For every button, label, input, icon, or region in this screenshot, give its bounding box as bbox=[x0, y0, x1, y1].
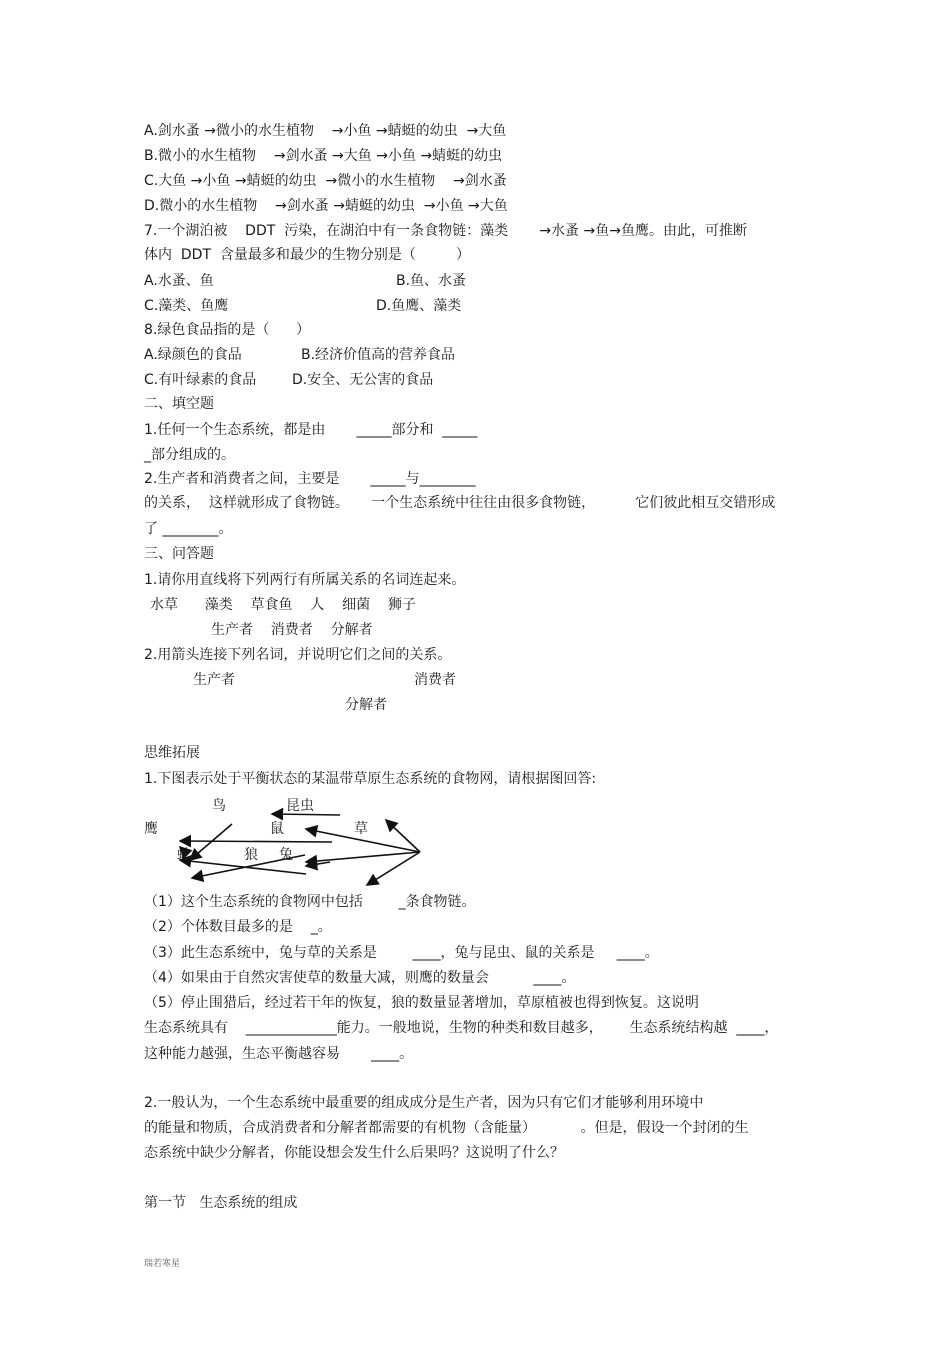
arrow-grass-to-rabbit bbox=[306, 852, 420, 862]
fill-q1-line1: 1.任何一个生态系统，都是由 _____部分和 _____ bbox=[144, 422, 478, 438]
section-fill-blank-title: 二、填空题 bbox=[144, 396, 214, 412]
extension-sub5-line3: 这种能力越强，生态平衡越容易 ____。 bbox=[144, 1046, 414, 1062]
food-web-bird: 鸟 bbox=[212, 798, 226, 814]
extension-sub3: （3）此生态系统中，兔与草的关系是 ____，兔与昆虫、鼠的关系是 ____。 bbox=[144, 945, 659, 961]
food-web-eagle: 鹰 bbox=[144, 821, 158, 837]
option-b-q7: B.鱼、水蚤 bbox=[396, 273, 467, 289]
arrow-grass-to-insect bbox=[386, 820, 420, 852]
food-web-grass: 草 bbox=[354, 821, 368, 837]
option-d-q8: D.安全、无公害的食品 bbox=[292, 372, 434, 388]
fill-q2-line1: 2.生产者和消费者之间，主要是 _____与________ bbox=[144, 471, 476, 487]
qa-q2-decomposer: 分解者 bbox=[345, 697, 387, 713]
qa-q2: 2.用箭头连接下列名词，并说明它们之间的关系。 bbox=[144, 647, 452, 663]
option-a-q7: A.水蚤、鱼 bbox=[144, 273, 214, 289]
extension-q2-line2: 的能量和物质，合成消费者和分解者都需要的有机物（含能量） 。但是，假设一个封闭的生 bbox=[144, 1120, 749, 1136]
qa-q1: 1.请你用直线将下列两行有所属关系的名词连起来。 bbox=[144, 572, 466, 588]
fill-q1-line2: _部分组成的。 bbox=[144, 447, 235, 463]
fill-q2-line3: 了 ________。 bbox=[144, 521, 233, 537]
option-c-q6: C.大鱼 →小鱼 →蜻蜓的幼虫 →微小的水生植物 →剑水蚤 bbox=[144, 173, 507, 189]
option-d-q7: D.鱼鹰、藻类 bbox=[376, 298, 462, 314]
option-b-q8: B.经济价值高的营养食品 bbox=[301, 347, 456, 363]
extension-title: 思维拓展 bbox=[144, 745, 200, 761]
option-b-q6: B.微小的水生植物 →剑水蚤 →大鱼 →小鱼 →蜻蜓的幼虫 bbox=[144, 148, 503, 164]
extension-sub2: （2）个体数目最多的是 _。 bbox=[144, 919, 332, 935]
option-c-q8: C.有叶绿素的食品 bbox=[144, 372, 257, 388]
footer-text: 瑞若寒星 bbox=[144, 1259, 181, 1269]
food-web-snake: 蛇 bbox=[177, 847, 191, 863]
section-qa-title: 三、问答题 bbox=[144, 546, 214, 562]
question-7-line2: 体内 DDT 含量最多和最少的生物分别是（ ） bbox=[144, 247, 470, 263]
option-a-q8: A.绿颜色的食品 bbox=[144, 347, 242, 363]
food-web-insect: 昆虫 bbox=[286, 798, 314, 814]
extension-sub1: （1）这个生态系统的食物网中包括 _条食物链。 bbox=[144, 894, 476, 910]
qa-q2-consumer: 消费者 bbox=[414, 672, 456, 688]
food-web-rabbit: 兔 bbox=[279, 847, 293, 863]
extension-sub5-line1: （5）停止围猎后，经过若干年的恢复，狼的数量显著增加，草原植被也得到恢复。这说明 bbox=[144, 995, 699, 1011]
extension-q1: 1.下图表示处于平衡状态的某温带草原生态系统的食物网，请根据图回答: bbox=[144, 771, 597, 787]
extension-q2-line3: 态系统中缺少分解者，你能设想会发生什么后果吗？这说明了什么？ bbox=[144, 1145, 564, 1161]
question-8-stem: 8.绿色食品指的是（ ） bbox=[144, 322, 311, 338]
arrow-rabbit-to-eagle bbox=[306, 862, 330, 866]
qa-q1-row1: 水草 藻类 草食鱼 人 细菌 狮子 bbox=[150, 597, 416, 613]
option-d-q6: D.微小的水生植物 →剑水蚤 →蜻蜓的幼虫 →小鱼 →大鱼 bbox=[144, 198, 508, 214]
extension-sub4: （4）如果由于自然灾害使草的数量大减，则鹰的数量会 ____。 bbox=[144, 970, 576, 986]
extension-q2-line1: 2.一般认为，一个生态系统中最重要的组成成分是生产者，因为只有它们才能够利用环境中 bbox=[144, 1095, 704, 1111]
arrow-grass-to-bird-curve bbox=[367, 852, 420, 885]
extension-sub5-line2: 生态系统具有 _____________能力。一般地说，生物的种类和数目越多， 生态系统结构越 ____， bbox=[144, 1020, 779, 1036]
food-web-wolf: 狼 bbox=[244, 847, 258, 863]
fill-q2-line2: 的关系， 这样就形成了食物链。 一个生态系统中往往由很多食物链， 它们彼此相互交错形成 bbox=[144, 495, 776, 511]
food-web-rat: 鼠 bbox=[270, 821, 284, 837]
section-heading: 第一节 生态系统的组成 bbox=[144, 1195, 298, 1211]
qa-q2-producer: 生产者 bbox=[193, 672, 235, 688]
option-c-q7: C.藻类、鱼鹰 bbox=[144, 298, 229, 314]
qa-q1-row2: 生产者 消费者 分解者 bbox=[211, 622, 373, 638]
arrow-rat-to-eagle bbox=[180, 841, 332, 842]
question-7-line1: 7.一个湖泊被 DDT 污染，在湖泊中有一条食物链：藻类 →水蚤 →鱼→鱼鹰。由此，可推断 bbox=[144, 223, 747, 239]
option-a-q6: A.剑水蚤 →微小的水生植物 →小鱼 →蜻蜓的幼虫 →大鱼 bbox=[144, 123, 507, 139]
